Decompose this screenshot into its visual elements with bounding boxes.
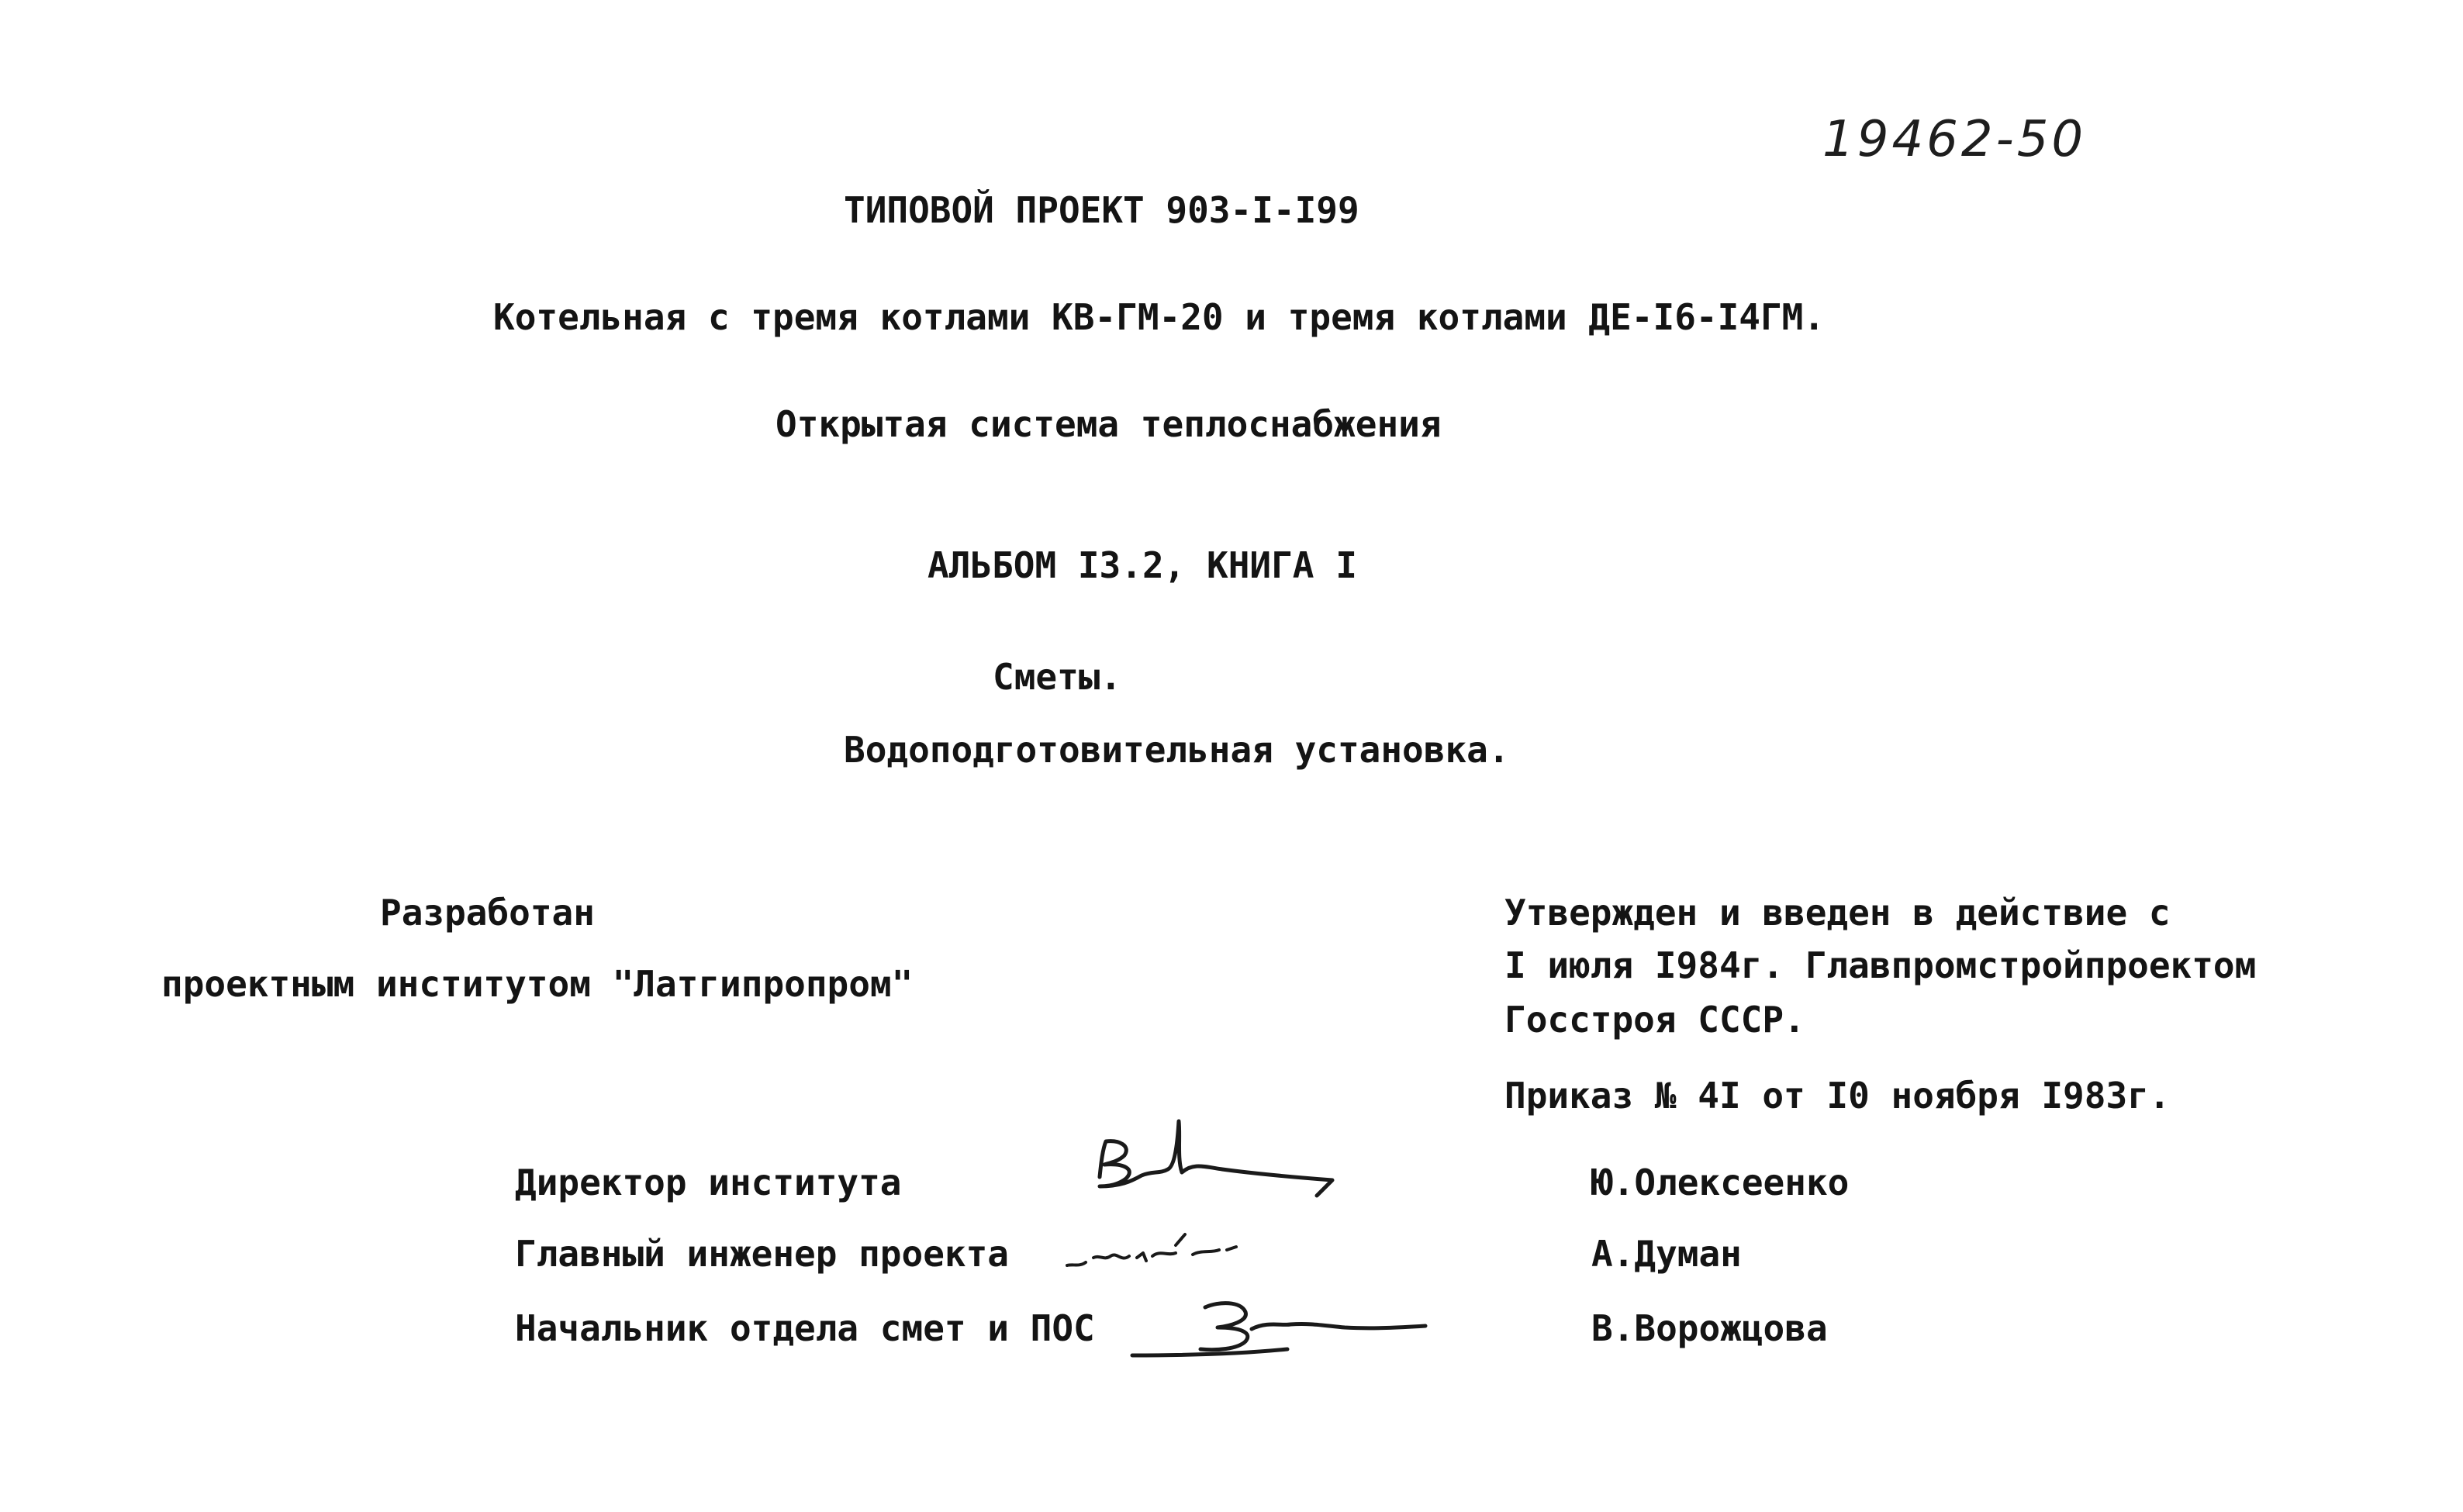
- approval-line-1: Утвержден и введен в действие с: [1504, 892, 2171, 934]
- signatory-name: Ю.Олексеенко: [1591, 1162, 1850, 1203]
- signatory-position: Директор института: [515, 1162, 902, 1203]
- approval-line-3: Госстроя СССР.: [1504, 999, 1805, 1041]
- section-title: Сметы.: [993, 656, 1122, 698]
- director-signature: [1086, 1101, 1349, 1217]
- approval-line-2: I июля I984г. Главпромстройпроектом: [1504, 944, 2257, 986]
- signatory-name: А.Думан: [1591, 1233, 1742, 1275]
- chief-engineer-signature: [1059, 1219, 1261, 1289]
- album-number: АЛЬБОМ I3.2, КНИГА I: [928, 544, 1357, 586]
- signatory-position: Начальник отдела смет и ПОС: [515, 1307, 1095, 1349]
- developer-line-2: проектным институтом "Латгипропром": [161, 963, 914, 1005]
- developer-line-1: Разработан: [380, 892, 595, 934]
- signatory-position: Главный инженер проекта: [515, 1233, 1009, 1275]
- subsection-title: Водоподготовительная установка.: [844, 729, 1510, 771]
- heating-system: Открытая система теплоснабжения: [776, 403, 1442, 445]
- registration-number: 19462-50: [1822, 111, 2087, 168]
- project-title: ТИПОВОЙ ПРОЕКТ 903-I-I99: [844, 189, 1359, 231]
- signatory-name: В.Ворожцова: [1591, 1307, 1828, 1349]
- department-head-signature: [1124, 1281, 1435, 1366]
- project-subtitle: Котельная с тремя котлами КВ-ГМ-20 и тремя котлами ДЕ-I6-I4ГМ.: [493, 296, 1826, 338]
- approval-order: Приказ № 4I от I0 ноября I983г.: [1504, 1075, 2171, 1117]
